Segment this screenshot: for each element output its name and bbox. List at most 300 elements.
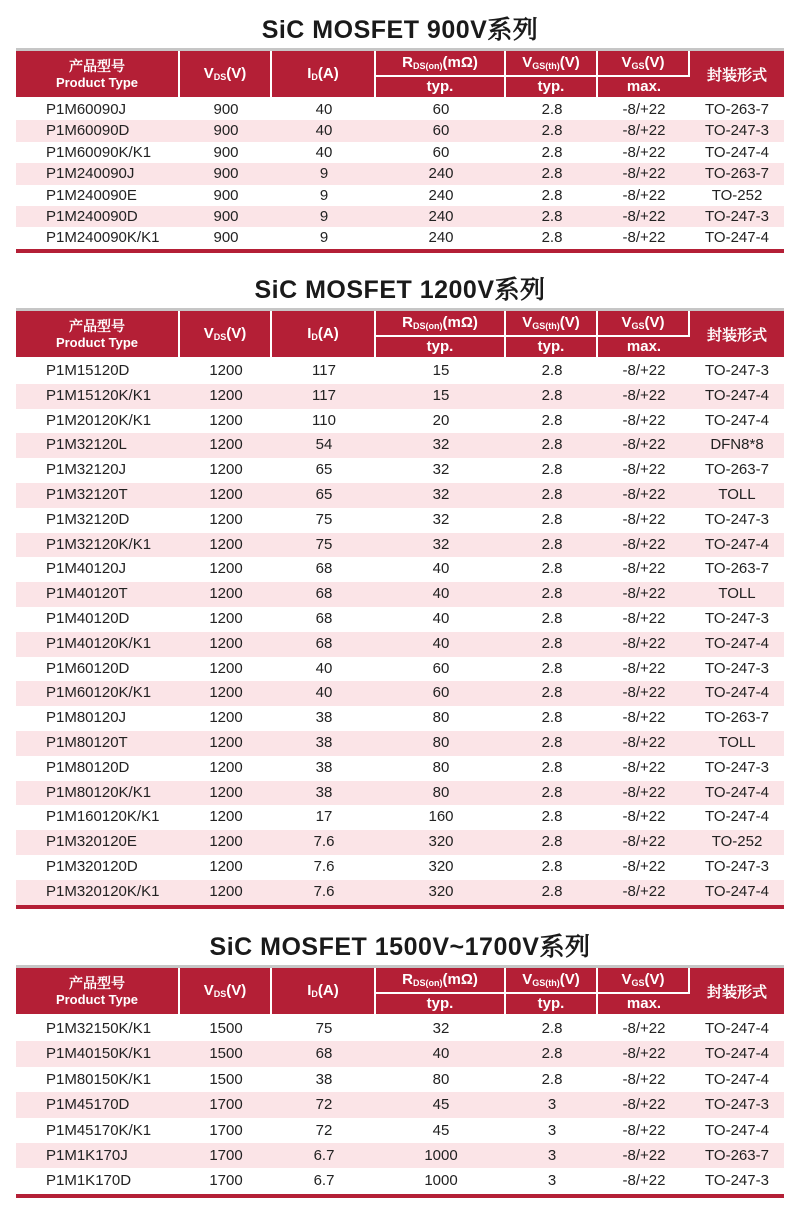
cell-id: 17 [272, 805, 376, 830]
table-row [16, 120, 784, 141]
cell-product-type: P1M60090J [16, 99, 180, 120]
cell-vgs-th: 2.8 [506, 185, 598, 206]
table-row [16, 1092, 784, 1117]
cell-id: 75 [272, 1016, 376, 1041]
cell-vgs-th: 2.8 [506, 533, 598, 558]
product-section [0, 929, 800, 1198]
cell-package: TOLL [690, 483, 784, 508]
cell-vgs-th: 2.8 [506, 206, 598, 227]
cell-vds: 1500 [180, 1016, 272, 1041]
cell-product-type: P1M32150K/K1 [16, 1016, 180, 1041]
cell-id: 6.7 [272, 1143, 376, 1168]
cell-product-type: P1M80120T [16, 731, 180, 756]
cell-vds: 1200 [180, 483, 272, 508]
section-title: SiC MOSFET 900V系列 [261, 16, 539, 44]
cell-vds: 1200 [180, 880, 272, 905]
table-row [16, 142, 784, 163]
cell-id: 6.7 [272, 1168, 376, 1193]
table-row [16, 206, 784, 227]
header-vgsth-typ: typ. [506, 337, 598, 359]
cell-package: TO-247-4 [690, 1118, 784, 1143]
section-bottom-rule [16, 905, 784, 909]
cell-rds-on: 80 [376, 756, 506, 781]
cell-product-type: P1M80150K/K1 [16, 1067, 180, 1092]
header-vgs-th: $V_{GS(th)}(V)$ [506, 968, 598, 994]
spec-table [16, 968, 784, 1194]
cell-package: TO-263-7 [690, 706, 784, 731]
header-package: 封装形式 [690, 311, 784, 359]
cell-package: TO-247-3 [690, 855, 784, 880]
table-row [16, 508, 784, 533]
table-row [16, 632, 784, 657]
cell-product-type: P1M80120K/K1 [16, 781, 180, 806]
cell-id: 68 [272, 1041, 376, 1066]
cell-vgs-th: 2.8 [506, 508, 598, 533]
cell-vgs-th: 2.8 [506, 1016, 598, 1041]
header-rds-typ: typ. [376, 77, 506, 99]
cell-id: 117 [272, 359, 376, 384]
header-vgsth-typ: typ. [506, 77, 598, 99]
cell-vgs-th: 2.8 [506, 433, 598, 458]
spec-table [16, 311, 784, 905]
cell-rds-on: 32 [376, 458, 506, 483]
cell-id: 117 [272, 384, 376, 409]
cell-id: 38 [272, 706, 376, 731]
cell-rds-on: 240 [376, 163, 506, 184]
section-bottom-rule [16, 1194, 784, 1198]
cell-vgs-max: -8/+22 [598, 163, 690, 184]
cell-vgs-th: 3 [506, 1143, 598, 1168]
cell-package: TO-247-4 [690, 409, 784, 434]
product-section [0, 272, 800, 909]
header-product-type: 产品型号 Product Type [16, 51, 180, 99]
cell-vgs-th: 2.8 [506, 227, 598, 248]
header-id: $I_D(A)$ [272, 968, 376, 1016]
cell-vds: 1700 [180, 1143, 272, 1168]
cell-id: 68 [272, 557, 376, 582]
cell-id: 7.6 [272, 855, 376, 880]
table-header [16, 968, 784, 1016]
cell-rds-on: 40 [376, 1041, 506, 1066]
table-body [16, 359, 784, 905]
cell-vgs-max: -8/+22 [598, 1143, 690, 1168]
cell-rds-on: 32 [376, 1016, 506, 1041]
table-row [16, 1041, 784, 1066]
table-row [16, 1067, 784, 1092]
cell-vgs-max: -8/+22 [598, 731, 690, 756]
header-vgs: $V_{GS}(V)$ [598, 311, 690, 337]
cell-rds-on: 32 [376, 508, 506, 533]
cell-vgs-max: -8/+22 [598, 1067, 690, 1092]
cell-product-type: P1M20120K/K1 [16, 409, 180, 434]
cell-package: TO-247-3 [690, 657, 784, 682]
table-row [16, 1143, 784, 1168]
cell-vds: 1200 [180, 433, 272, 458]
cell-vds: 900 [180, 185, 272, 206]
cell-package: TO-247-4 [690, 533, 784, 558]
table-header [16, 311, 784, 359]
table-row [16, 557, 784, 582]
cell-id: 72 [272, 1092, 376, 1117]
table-header [16, 51, 784, 99]
table-row [16, 805, 784, 830]
cell-package: TO-247-4 [690, 1067, 784, 1092]
cell-package: DFN8*8 [690, 433, 784, 458]
cell-package: TO-247-4 [690, 384, 784, 409]
cell-vds: 1200 [180, 508, 272, 533]
cell-vgs-max: -8/+22 [598, 706, 690, 731]
table-body [16, 99, 784, 249]
cell-vgs-max: -8/+22 [598, 142, 690, 163]
cell-vds: 900 [180, 99, 272, 120]
cell-package: TOLL [690, 582, 784, 607]
table-row [16, 483, 784, 508]
section-title: SiC MOSFET 1500V~1700V系列 [209, 933, 591, 961]
cell-rds-on: 240 [376, 185, 506, 206]
cell-id: 75 [272, 533, 376, 558]
cell-vds: 1700 [180, 1092, 272, 1117]
cell-rds-on: 240 [376, 206, 506, 227]
table-row [16, 731, 784, 756]
cell-rds-on: 40 [376, 557, 506, 582]
cell-vds: 1200 [180, 557, 272, 582]
table-row [16, 1016, 784, 1041]
cell-vds: 1200 [180, 359, 272, 384]
table-row [16, 409, 784, 434]
cell-vgs-max: -8/+22 [598, 433, 690, 458]
cell-id: 72 [272, 1118, 376, 1143]
cell-rds-on: 32 [376, 533, 506, 558]
cell-vgs-th: 2.8 [506, 632, 598, 657]
cell-product-type: P1M320120K/K1 [16, 880, 180, 905]
cell-product-type: P1M1K170D [16, 1168, 180, 1193]
cell-package: TO-247-3 [690, 508, 784, 533]
cell-vgs-th: 2.8 [506, 880, 598, 905]
cell-rds-on: 60 [376, 120, 506, 141]
spec-table [16, 51, 784, 249]
cell-product-type: P1M240090J [16, 163, 180, 184]
header-vgs-max: max. [598, 77, 690, 99]
cell-package: TO-247-4 [690, 1041, 784, 1066]
cell-vgs-th: 2.8 [506, 409, 598, 434]
cell-package: TO-247-4 [690, 805, 784, 830]
cell-vgs-max: -8/+22 [598, 185, 690, 206]
header-vgs-max: max. [598, 337, 690, 359]
cell-product-type: P1M32120K/K1 [16, 533, 180, 558]
table-row [16, 880, 784, 905]
cell-vgs-max: -8/+22 [598, 1118, 690, 1143]
cell-vgs-th: 2.8 [506, 706, 598, 731]
table-row [16, 163, 784, 184]
cell-product-type: P1M40120J [16, 557, 180, 582]
header-vds: $V_{DS}(V)$ [180, 51, 272, 99]
cell-vgs-max: -8/+22 [598, 607, 690, 632]
cell-vgs-max: -8/+22 [598, 1041, 690, 1066]
cell-vds: 1200 [180, 582, 272, 607]
cell-vds: 900 [180, 227, 272, 248]
table-row [16, 1168, 784, 1193]
table-row [16, 533, 784, 558]
cell-product-type: P1M60090D [16, 120, 180, 141]
header-id: $I_D(A)$ [272, 51, 376, 99]
cell-rds-on: 80 [376, 731, 506, 756]
cell-package: TO-247-4 [690, 880, 784, 905]
cell-rds-on: 80 [376, 1067, 506, 1092]
cell-vgs-max: -8/+22 [598, 855, 690, 880]
cell-vgs-th: 2.8 [506, 657, 598, 682]
product-section [0, 12, 800, 253]
cell-vds: 1700 [180, 1168, 272, 1193]
table-row [16, 227, 784, 248]
cell-vgs-th: 2.8 [506, 805, 598, 830]
header-id: $I_D(A)$ [272, 311, 376, 359]
cell-vgs-th: 2.8 [506, 483, 598, 508]
cell-rds-on: 320 [376, 880, 506, 905]
table-body [16, 1016, 784, 1194]
cell-product-type: P1M45170D [16, 1092, 180, 1117]
cell-vds: 1200 [180, 458, 272, 483]
cell-product-type: P1M80120J [16, 706, 180, 731]
cell-package: TO-247-3 [690, 1168, 784, 1193]
cell-vgs-th: 2.8 [506, 120, 598, 141]
cell-id: 40 [272, 142, 376, 163]
header-vgs-max: max. [598, 994, 690, 1016]
cell-package: TO-247-4 [690, 142, 784, 163]
cell-vds: 1200 [180, 409, 272, 434]
table-row [16, 706, 784, 731]
cell-vgs-th: 2.8 [506, 359, 598, 384]
cell-vgs-th: 3 [506, 1118, 598, 1143]
cell-id: 7.6 [272, 880, 376, 905]
cell-vgs-max: -8/+22 [598, 483, 690, 508]
header-vgsth-typ: typ. [506, 994, 598, 1016]
cell-rds-on: 1000 [376, 1143, 506, 1168]
cell-id: 40 [272, 681, 376, 706]
header-vds: $V_{DS}(V)$ [180, 311, 272, 359]
cell-vds: 1200 [180, 731, 272, 756]
cell-vgs-th: 2.8 [506, 756, 598, 781]
cell-product-type: P1M40120D [16, 607, 180, 632]
cell-vds: 1700 [180, 1118, 272, 1143]
table-row [16, 1118, 784, 1143]
header-rds-typ: typ. [376, 337, 506, 359]
cell-id: 9 [272, 206, 376, 227]
cell-id: 38 [272, 1067, 376, 1092]
cell-product-type: P1M240090E [16, 185, 180, 206]
cell-vgs-max: -8/+22 [598, 632, 690, 657]
cell-id: 68 [272, 632, 376, 657]
header-rds-on: $R_{DS(on)}(m\Omega)$ [376, 311, 506, 337]
cell-vgs-max: -8/+22 [598, 409, 690, 434]
cell-id: 68 [272, 582, 376, 607]
cell-vgs-th: 2.8 [506, 582, 598, 607]
table-row [16, 359, 784, 384]
cell-vgs-th: 3 [506, 1168, 598, 1193]
cell-vgs-max: -8/+22 [598, 657, 690, 682]
cell-id: 65 [272, 458, 376, 483]
cell-id: 54 [272, 433, 376, 458]
cell-vgs-th: 2.8 [506, 1041, 598, 1066]
section-bottom-rule [16, 249, 784, 253]
cell-rds-on: 40 [376, 607, 506, 632]
cell-rds-on: 60 [376, 99, 506, 120]
cell-package: TO-247-3 [690, 120, 784, 141]
cell-vgs-max: -8/+22 [598, 227, 690, 248]
cell-product-type: P1M15120D [16, 359, 180, 384]
header-vgs: $V_{GS}(V)$ [598, 51, 690, 77]
cell-package: TO-247-4 [690, 781, 784, 806]
cell-product-type: P1M40150K/K1 [16, 1041, 180, 1066]
cell-id: 38 [272, 731, 376, 756]
cell-product-type: P1M320120E [16, 830, 180, 855]
cell-product-type: P1M15120K/K1 [16, 384, 180, 409]
cell-vgs-th: 2.8 [506, 557, 598, 582]
cell-rds-on: 40 [376, 582, 506, 607]
cell-vgs-th: 2.8 [506, 731, 598, 756]
cell-rds-on: 15 [376, 384, 506, 409]
cell-vds: 1200 [180, 384, 272, 409]
cell-vgs-max: -8/+22 [598, 1168, 690, 1193]
cell-rds-on: 60 [376, 681, 506, 706]
cell-vds: 1200 [180, 756, 272, 781]
header-rds-on: $R_{DS(on)}(m\Omega)$ [376, 968, 506, 994]
cell-package: TO-263-7 [690, 1143, 784, 1168]
table-row [16, 185, 784, 206]
cell-package: TO-247-4 [690, 632, 784, 657]
cell-product-type: P1M60120K/K1 [16, 681, 180, 706]
cell-product-type: P1M32120J [16, 458, 180, 483]
cell-vgs-max: -8/+22 [598, 99, 690, 120]
cell-vds: 1500 [180, 1041, 272, 1066]
cell-rds-on: 160 [376, 805, 506, 830]
cell-vgs-max: -8/+22 [598, 359, 690, 384]
cell-id: 75 [272, 508, 376, 533]
cell-rds-on: 320 [376, 830, 506, 855]
cell-vgs-th: 2.8 [506, 99, 598, 120]
cell-vds: 900 [180, 142, 272, 163]
cell-package: TO-247-4 [690, 227, 784, 248]
cell-vgs-max: -8/+22 [598, 1092, 690, 1117]
header-product-type: 产品型号 Product Type [16, 311, 180, 359]
cell-rds-on: 60 [376, 142, 506, 163]
table-row [16, 657, 784, 682]
cell-product-type: P1M60090K/K1 [16, 142, 180, 163]
cell-vds: 1200 [180, 607, 272, 632]
header-vgs-th: $V_{GS(th)}(V)$ [506, 51, 598, 77]
cell-rds-on: 320 [376, 855, 506, 880]
cell-vds: 900 [180, 163, 272, 184]
cell-package: TO-247-3 [690, 756, 784, 781]
cell-product-type: P1M160120K/K1 [16, 805, 180, 830]
cell-vgs-th: 2.8 [506, 830, 598, 855]
cell-vds: 1200 [180, 706, 272, 731]
cell-product-type: P1M40120K/K1 [16, 632, 180, 657]
cell-vgs-max: -8/+22 [598, 508, 690, 533]
cell-vgs-th: 2.8 [506, 163, 598, 184]
header-vgs-th: $V_{GS(th)}(V)$ [506, 311, 598, 337]
header-package: 封装形式 [690, 51, 784, 99]
cell-vds: 1200 [180, 855, 272, 880]
section-title: SiC MOSFET 1200V系列 [254, 276, 546, 304]
cell-rds-on: 80 [376, 781, 506, 806]
cell-vds: 1200 [180, 805, 272, 830]
cell-id: 65 [272, 483, 376, 508]
cell-vds: 1200 [180, 781, 272, 806]
cell-vgs-max: -8/+22 [598, 756, 690, 781]
cell-rds-on: 15 [376, 359, 506, 384]
header-product-type: 产品型号 Product Type [16, 968, 180, 1016]
header-vds: $V_{DS}(V)$ [180, 968, 272, 1016]
cell-product-type: P1M1K170J [16, 1143, 180, 1168]
header-rds-typ: typ. [376, 994, 506, 1016]
cell-id: 110 [272, 409, 376, 434]
cell-rds-on: 1000 [376, 1168, 506, 1193]
cell-vgs-th: 2.8 [506, 607, 598, 632]
cell-package: TO-247-3 [690, 206, 784, 227]
cell-vds: 1200 [180, 830, 272, 855]
cell-id: 7.6 [272, 830, 376, 855]
cell-vgs-max: -8/+22 [598, 781, 690, 806]
cell-package: TO-263-7 [690, 557, 784, 582]
cell-rds-on: 60 [376, 657, 506, 682]
cell-vgs-th: 2.8 [506, 781, 598, 806]
cell-rds-on: 45 [376, 1118, 506, 1143]
cell-vgs-max: -8/+22 [598, 384, 690, 409]
header-vgs: $V_{GS}(V)$ [598, 968, 690, 994]
cell-package: TO-263-7 [690, 163, 784, 184]
cell-product-type: P1M32120D [16, 508, 180, 533]
table-row [16, 433, 784, 458]
cell-vgs-th: 3 [506, 1092, 598, 1117]
cell-package: TO-247-3 [690, 1092, 784, 1117]
cell-id: 38 [272, 781, 376, 806]
cell-vgs-max: -8/+22 [598, 880, 690, 905]
cell-vgs-max: -8/+22 [598, 557, 690, 582]
table-row [16, 99, 784, 120]
table-row [16, 855, 784, 880]
cell-rds-on: 40 [376, 632, 506, 657]
cell-rds-on: 45 [376, 1092, 506, 1117]
cell-vds: 900 [180, 120, 272, 141]
cell-product-type: P1M320120D [16, 855, 180, 880]
cell-package: TO-263-7 [690, 99, 784, 120]
cell-vds: 900 [180, 206, 272, 227]
cell-package: TO-247-4 [690, 681, 784, 706]
cell-id: 40 [272, 657, 376, 682]
header-rds-on: $R_{DS(on)}(m\Omega)$ [376, 51, 506, 77]
cell-vgs-th: 2.8 [506, 681, 598, 706]
table-row [16, 830, 784, 855]
cell-rds-on: 80 [376, 706, 506, 731]
cell-vgs-max: -8/+22 [598, 1016, 690, 1041]
table-row [16, 582, 784, 607]
cell-vgs-th: 2.8 [506, 855, 598, 880]
table-row [16, 756, 784, 781]
cell-vgs-max: -8/+22 [598, 533, 690, 558]
cell-rds-on: 240 [376, 227, 506, 248]
cell-product-type: P1M40120T [16, 582, 180, 607]
cell-vgs-max: -8/+22 [598, 830, 690, 855]
cell-vds: 1200 [180, 681, 272, 706]
cell-vds: 1500 [180, 1067, 272, 1092]
table-row [16, 607, 784, 632]
cell-vgs-max: -8/+22 [598, 206, 690, 227]
cell-vgs-max: -8/+22 [598, 458, 690, 483]
cell-package: TO-247-3 [690, 607, 784, 632]
cell-package: TO-263-7 [690, 458, 784, 483]
cell-vgs-max: -8/+22 [598, 120, 690, 141]
cell-vgs-max: -8/+22 [598, 582, 690, 607]
